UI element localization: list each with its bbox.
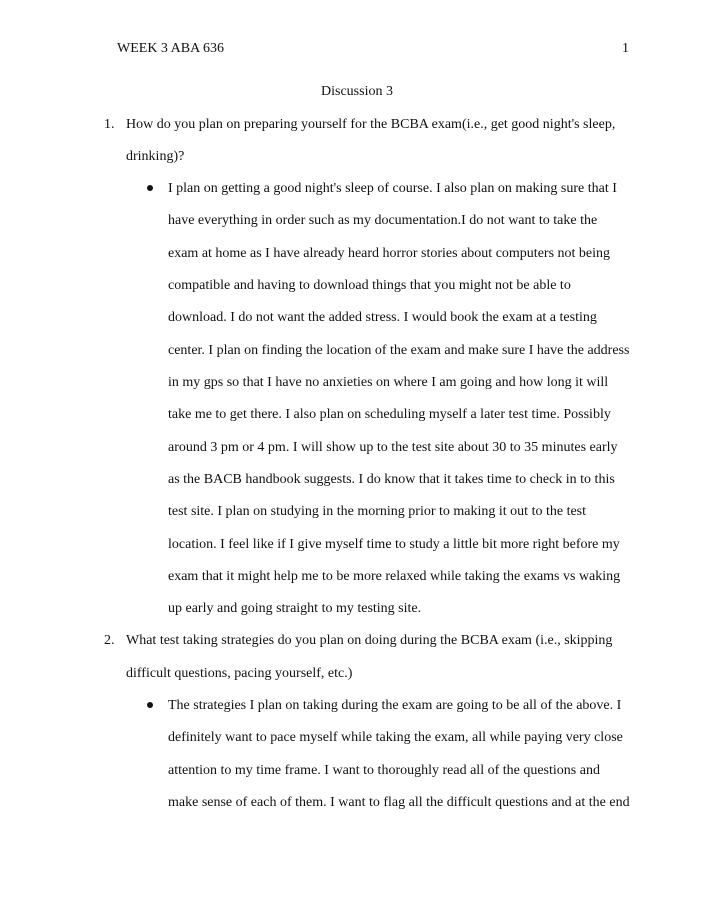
answer-line: make sense of each of them. I want to flag all the difficult questions and at the end — [168, 795, 630, 810]
answer-line: exam at home as I have already heard horror stories about computers not being — [168, 246, 611, 261]
item-number: 2. — [104, 633, 115, 648]
question-line: How do you plan on preparing yourself for the BCBA exam(i.e., get good night's sleep, — [126, 117, 616, 132]
item-number: 1. — [104, 117, 115, 132]
answer-line: up early and going straight to my testing site. — [168, 601, 422, 616]
answer-line: download. I do not want the added stress. I would book the exam at a testing — [168, 310, 597, 325]
answer-line: attention to my time frame. I want to thoroughly read all of the questions and — [168, 763, 600, 778]
answer-line: definitely want to pace myself while taking the exam, all while paying very close — [168, 730, 623, 745]
answer-line: location. I feel like if I give myself time to study a little bit more right before my — [168, 537, 620, 552]
answer-line: The strategies I plan on taking during the exam are going to be all of the above. I — [168, 698, 622, 713]
answer-line: have everything in order such as my documentation.I do not want to take the — [168, 213, 598, 228]
answer-line: compatible and having to download things that you might not be able to — [168, 278, 571, 293]
answer-line: around 3 pm or 4 pm. I will show up to the test site about 30 to 35 minutes early — [168, 440, 618, 455]
answer-line: test site. I plan on studying in the morning prior to making it out to the test — [168, 504, 587, 519]
answer-line: in my gps so that I have no anxieties on where I am going and how long it will — [168, 375, 609, 390]
answer-line: I plan on getting a good night's sleep of course. I also plan on making sure that I — [168, 181, 617, 196]
bullet-icon — [147, 185, 153, 191]
answer-line: exam that it might help me to be more relaxed while taking the exams vs waking — [168, 569, 621, 584]
answer-line: as the BACB handbook suggests. I do know that it takes time to check in to this — [168, 472, 615, 487]
bullet-icon — [147, 702, 153, 708]
question-line: difficult questions, pacing yourself, etc.) — [126, 666, 353, 681]
running-head: WEEK 3 ABA 636 — [117, 41, 224, 56]
question-line: What test taking strategies do you plan on doing during the BCBA exam (i.e., skipping — [126, 633, 613, 648]
document-title: Discussion 3 — [321, 84, 393, 99]
page-number: 1 — [622, 41, 629, 56]
answer-line: take me to get there. I also plan on scheduling myself a later test time. Possibly — [168, 407, 611, 422]
answer-line: center. I plan on finding the location of the exam and make sure I have the address — [168, 343, 630, 358]
question-line: drinking)? — [126, 149, 185, 164]
